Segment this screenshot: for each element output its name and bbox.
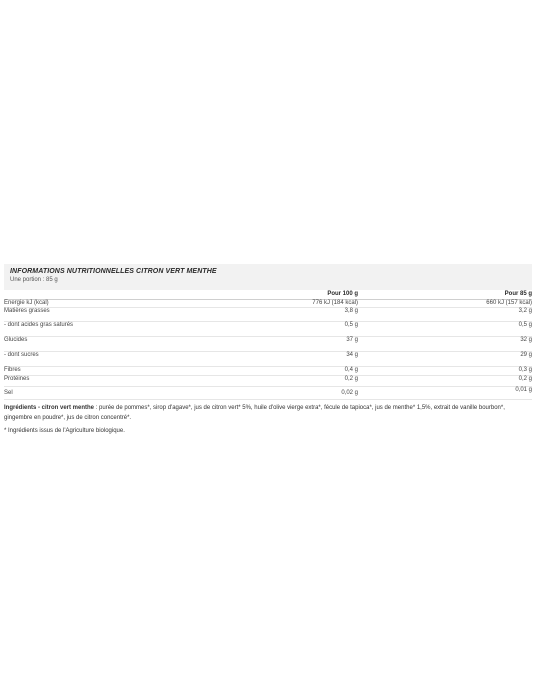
nutrient-label: Glucides — [4, 337, 254, 352]
value-per-85g: 0,5 g — [358, 322, 532, 337]
nutrition-panel — [4, 264, 532, 434]
value-per-85g: 32 g — [358, 337, 532, 352]
value-per-100g: 37 g — [254, 337, 358, 352]
ingredients-text — [4, 403, 532, 423]
value-per-100g: 0,2 g — [254, 376, 358, 387]
column-header-per-85g: Pour 85 g — [358, 290, 532, 300]
value-per-100g: 0,4 g — [254, 367, 358, 376]
value-per-100g: 0,5 g — [254, 322, 358, 337]
table-row — [4, 308, 532, 322]
table-row — [4, 352, 532, 367]
ingredients-label: Ingrédients - citron vert menthe — [4, 405, 95, 411]
value-per-100g: 0,02 g — [254, 387, 358, 400]
value-per-85g: 3,2 g — [358, 308, 532, 322]
nutrient-label: Energie kJ (kcal) — [4, 300, 254, 308]
value-per-100g: 776 kJ (184 kcal) — [254, 300, 358, 308]
ingredients-list: : purée de pommes*, sirop d'agave*, jus de citron vert* 5%, huile d'olive vierge extra*, fécule de tapioca*, jus de menthe* 1,5%, extrait de vanille bourbon*, gingembre en poudre*, jus de citron concentré*. — [4, 405, 505, 421]
column-header-nutrient — [4, 290, 254, 300]
table-row — [4, 376, 532, 387]
table-row — [4, 300, 532, 308]
value-per-85g: 0,2 g — [358, 376, 532, 387]
nutrient-label: - dont acides gras saturés — [4, 322, 254, 337]
table-row — [4, 367, 532, 376]
portion-size: Une portion : 85 g — [10, 277, 58, 283]
value-per-100g: 3,8 g — [254, 308, 358, 322]
nutrient-label: Matières grasses — [4, 308, 254, 322]
nutrient-label: Fibres — [4, 367, 254, 376]
value-per-85g: 0,3 g — [358, 367, 532, 376]
nutrition-header — [4, 264, 532, 290]
table-row — [4, 337, 532, 352]
table-header-row — [4, 290, 532, 300]
table-row — [4, 387, 532, 400]
value-per-100g: 34 g — [254, 352, 358, 367]
table-row — [4, 322, 532, 337]
value-per-85g: 660 kJ (157 kcal) — [358, 300, 532, 308]
organic-footnote: * Ingrédients issus de l'Agriculture biologique. — [4, 428, 125, 434]
nutrition-title: INFORMATIONS NUTRITIONNELLES CITRON VERT MENTHE — [10, 268, 217, 275]
value-per-85g: 0,01 g — [358, 387, 532, 400]
nutrient-label: Sel — [4, 387, 254, 400]
nutrition-table — [4, 290, 532, 400]
column-header-per-100g: Pour 100 g — [254, 290, 358, 300]
nutrient-label: - dont sucres — [4, 352, 254, 367]
nutrient-label: Protéines — [4, 376, 254, 387]
value-per-85g: 29 g — [358, 352, 532, 367]
